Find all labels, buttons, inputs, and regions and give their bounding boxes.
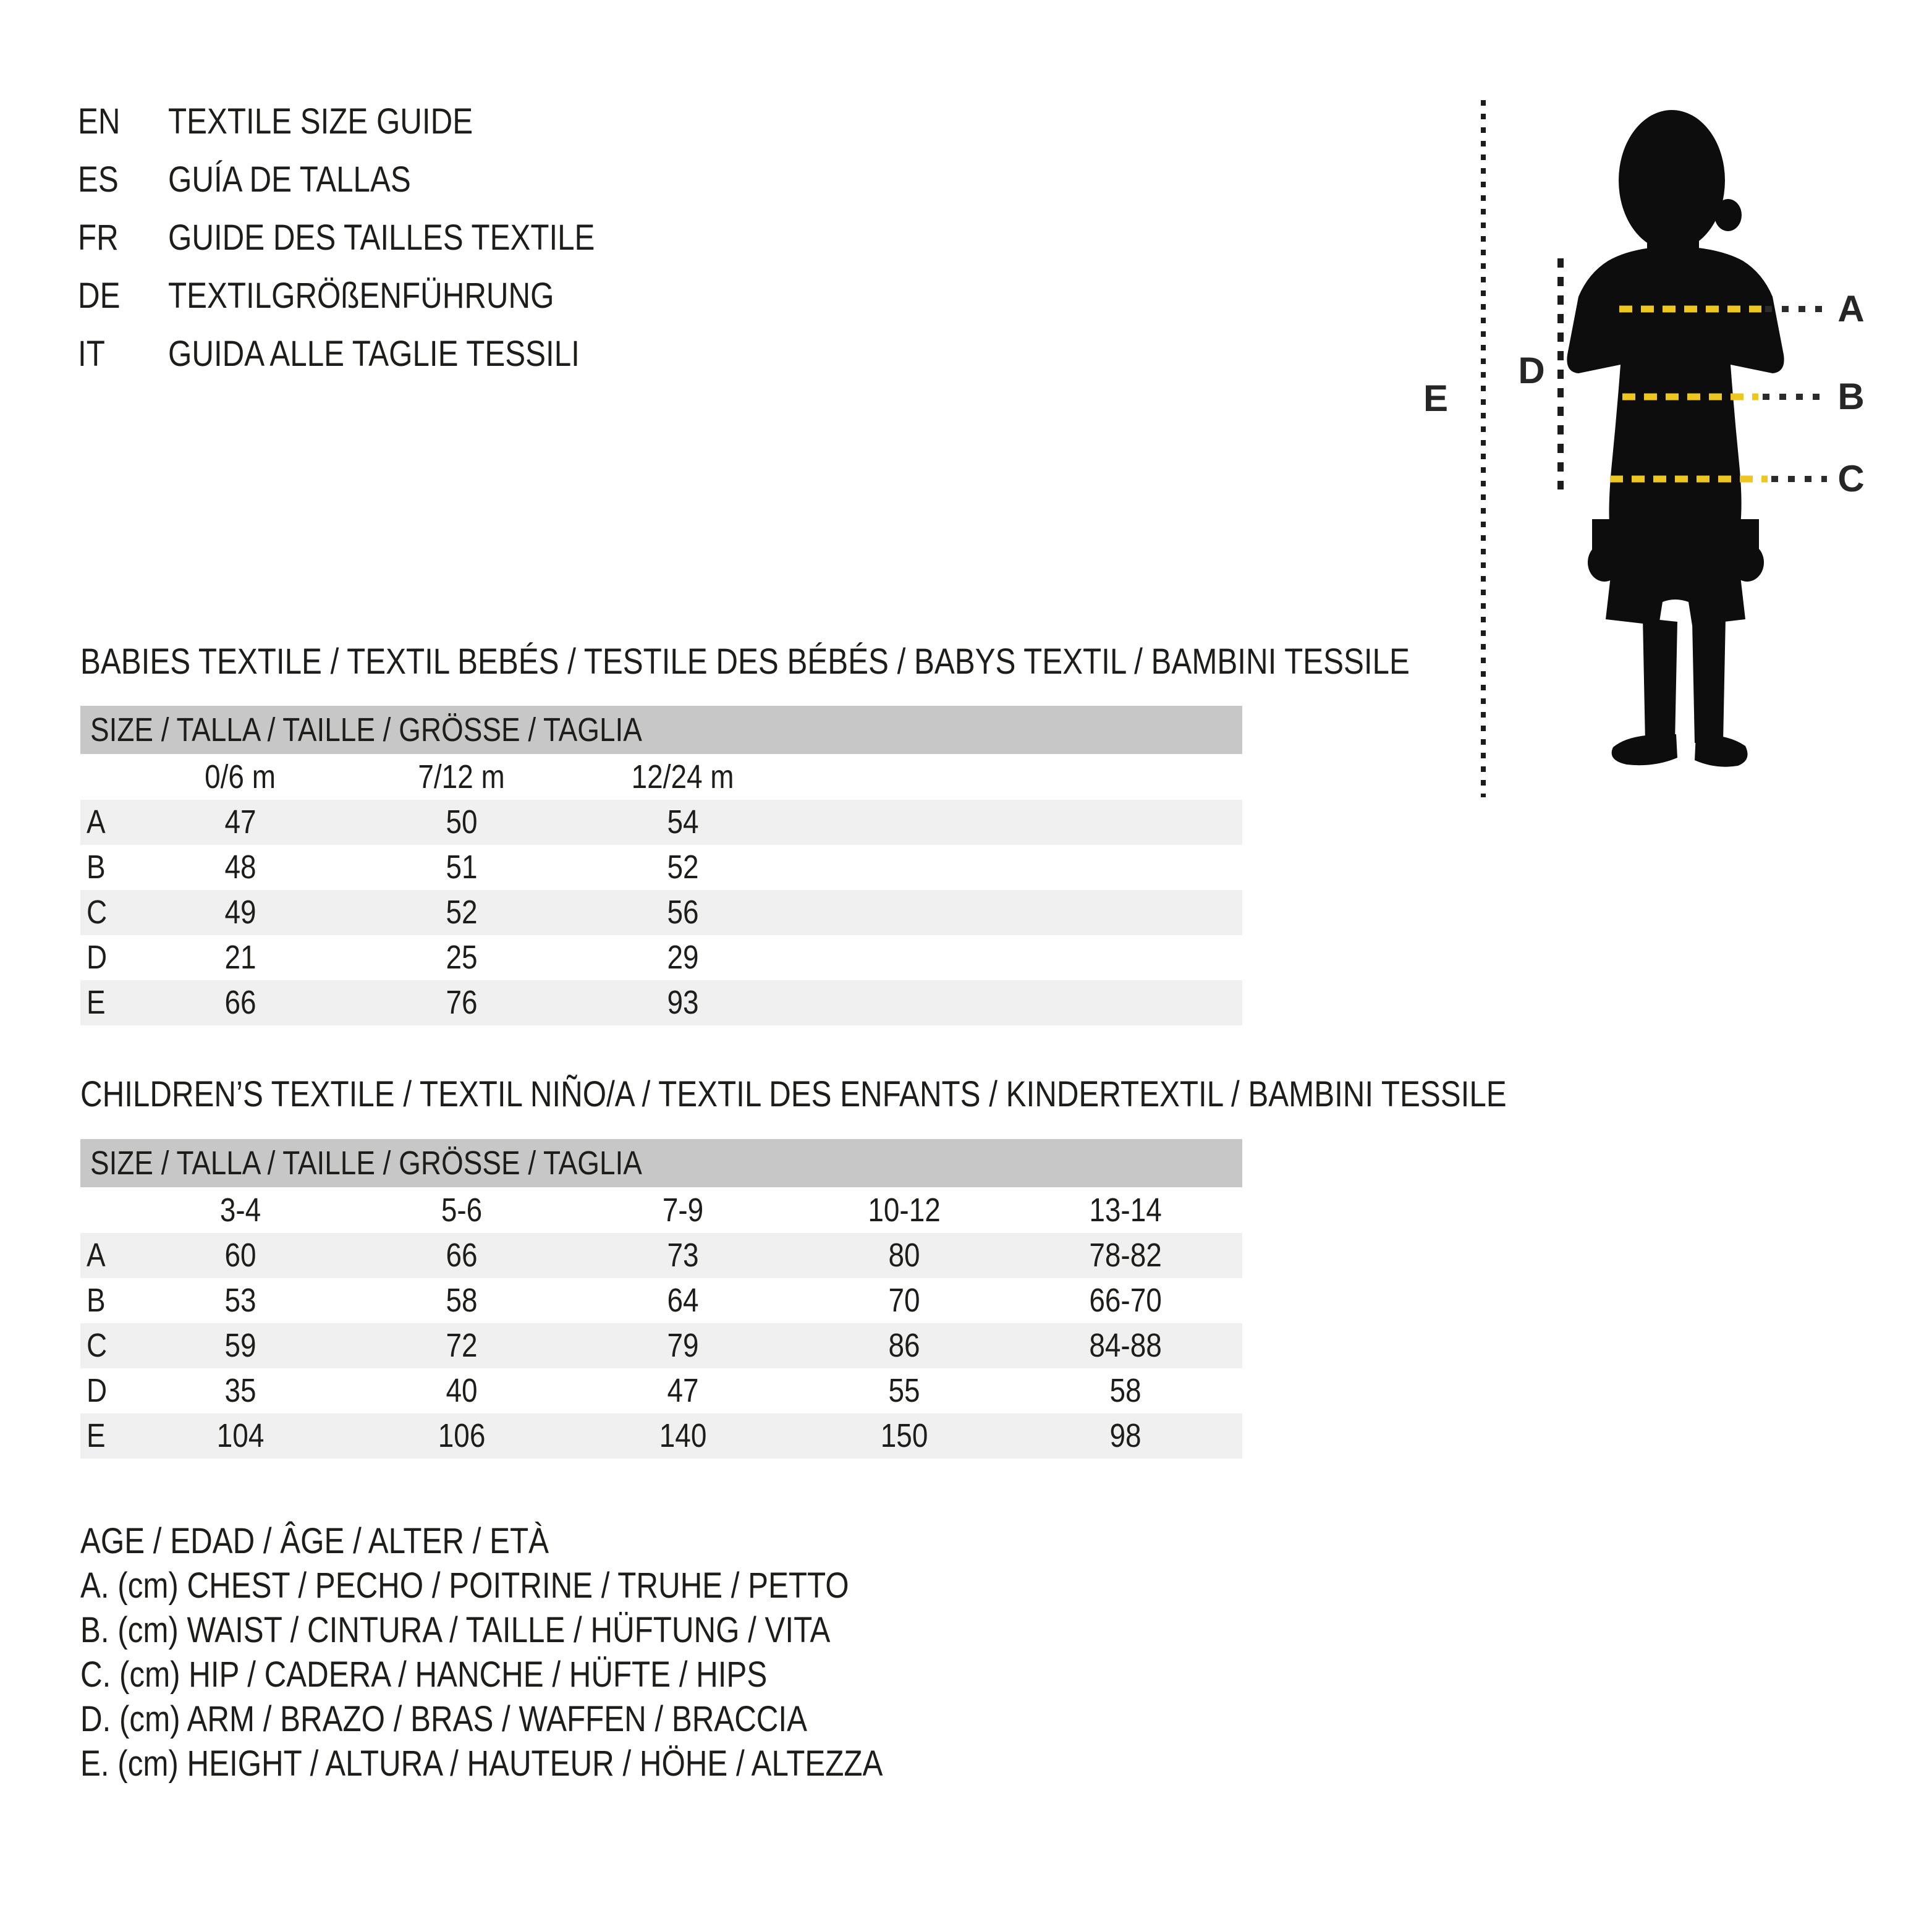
children-size-header-bar xyxy=(80,1139,1242,1187)
table-cell: 76 xyxy=(446,984,478,1021)
measurement-legend xyxy=(80,1519,1025,1786)
language-code: EN xyxy=(78,101,121,142)
table-cell: 52 xyxy=(446,894,478,931)
table-cell: 58 xyxy=(1109,1372,1142,1409)
children-column-header: 5-6 xyxy=(441,1192,483,1229)
table-cell: 54 xyxy=(667,803,699,841)
table-row xyxy=(80,1233,1242,1278)
table-cell: 79 xyxy=(667,1327,699,1364)
left-shoe xyxy=(1612,734,1677,765)
language-code: IT xyxy=(78,334,105,374)
children-column-header: 3-4 xyxy=(219,1192,261,1229)
table-row xyxy=(80,845,1242,890)
children-column-header: 13-14 xyxy=(1089,1192,1162,1229)
table-cell: 140 xyxy=(659,1417,707,1454)
table-cell: 66-70 xyxy=(1089,1282,1162,1319)
language-row xyxy=(78,93,670,151)
table-cell: 150 xyxy=(880,1417,928,1454)
legend-line-age: AGE / EDAD / ÂGE / ALTER / ETÀ xyxy=(80,1521,549,1561)
table-cell: 93 xyxy=(667,984,699,1021)
language-title: GUIDA ALLE TAGLIE TESSILI xyxy=(168,334,580,374)
language-title: GUIDE DES TAILLES TEXTILE xyxy=(168,218,595,258)
table-cell: 70 xyxy=(888,1282,920,1319)
right-leg xyxy=(1692,618,1726,743)
table-cell: 104 xyxy=(216,1417,265,1454)
table-cell: 66 xyxy=(446,1237,478,1274)
table-cell: 35 xyxy=(224,1372,256,1409)
table-cell: 52 xyxy=(667,849,699,886)
table-cell: 106 xyxy=(438,1417,486,1454)
table-row xyxy=(80,890,1242,935)
table-row xyxy=(80,1323,1242,1368)
table-row xyxy=(80,1413,1242,1459)
language-title: TEXTILE SIZE GUIDE xyxy=(168,101,473,142)
table-row xyxy=(80,1368,1242,1413)
children-column-header-row xyxy=(80,1187,1242,1233)
babies-column-header: 12/24 m xyxy=(632,758,734,795)
language-list xyxy=(78,93,670,383)
table-cell: 84-88 xyxy=(1089,1327,1162,1364)
babies-column-header: 7/12 m xyxy=(418,758,506,795)
table-cell: 72 xyxy=(446,1327,478,1364)
legend-line-hip: C. (cm) HIP / CADERA / HANCHE / HÜFTE / HIPS xyxy=(80,1654,768,1695)
ear xyxy=(1714,199,1742,231)
right-shoe xyxy=(1695,734,1748,767)
table-cell: 53 xyxy=(224,1282,256,1319)
language-title: GUÍA DE TALLAS xyxy=(168,159,411,200)
language-row xyxy=(78,209,670,267)
table-cell: 64 xyxy=(667,1282,699,1319)
arm-label-d: D xyxy=(1518,350,1545,391)
children-column-header: 7-9 xyxy=(662,1192,704,1229)
language-row xyxy=(78,151,670,209)
babies-column-header-row xyxy=(80,754,1242,800)
row-label: D xyxy=(87,939,108,976)
table-row xyxy=(80,980,1242,1025)
row-label: B xyxy=(87,1282,106,1319)
height-label-e: E xyxy=(1423,378,1449,419)
child-silhouette-diagram xyxy=(1446,93,1879,810)
children-section-heading xyxy=(80,1075,1758,1114)
row-label: B xyxy=(87,849,106,886)
children-size-table xyxy=(80,1187,1242,1459)
table-cell: 47 xyxy=(667,1372,699,1409)
row-label: D xyxy=(87,1372,108,1409)
table-cell: 29 xyxy=(667,939,699,976)
table-cell: 60 xyxy=(224,1237,256,1274)
table-cell: 21 xyxy=(224,939,256,976)
hip-label-c: C xyxy=(1837,458,1865,499)
row-label: E xyxy=(87,1417,106,1454)
table-cell: 86 xyxy=(888,1327,920,1364)
legend-line-height: E. (cm) HEIGHT / ALTURA / HAUTEUR / HÖHE / ALTEZZA xyxy=(80,1743,883,1784)
table-cell: 49 xyxy=(224,894,256,931)
language-title: TEXTILGRÖßENFÜHRUNG xyxy=(168,276,554,316)
table-cell: 66 xyxy=(224,984,256,1021)
table-cell: 56 xyxy=(667,894,699,931)
babies-column-header: 0/6 m xyxy=(205,758,276,795)
row-label: A xyxy=(87,1237,106,1274)
chest-label-a: A xyxy=(1837,288,1865,329)
table-row xyxy=(80,935,1242,980)
row-label: A xyxy=(87,803,106,841)
row-label: C xyxy=(87,894,108,931)
table-cell: 25 xyxy=(446,939,478,976)
babies-section-heading xyxy=(80,643,1644,681)
shorts xyxy=(1606,544,1745,625)
table-cell: 47 xyxy=(224,803,256,841)
table-cell: 73 xyxy=(667,1237,699,1274)
babies-size-table xyxy=(80,754,1242,1025)
language-code: FR xyxy=(78,218,119,258)
table-row xyxy=(80,800,1242,845)
language-row xyxy=(78,325,670,383)
table-cell: 51 xyxy=(446,849,478,886)
waist-label-b: B xyxy=(1837,376,1865,417)
babies-heading-text: BABIES TEXTILE / TEXTIL BEBÉS / TESTILE DES BÉBÉS / BABYS TEXTIL / BAMBINI TESSILE xyxy=(80,642,1410,682)
legend-line-arm: D. (cm) ARM / BRAZO / BRAS / WAFFEN / BRACCIA xyxy=(80,1699,807,1739)
language-code: DE xyxy=(78,276,121,316)
legend-line-chest: A. (cm) CHEST / PECHO / POITRINE / TRUHE / PETTO xyxy=(80,1566,849,1606)
children-heading-text: CHILDREN’S TEXTILE / TEXTIL NIÑO/A / TEXTIL DES ENFANTS / KINDERTEXTIL / BAMBINI TESSILE xyxy=(80,1074,1507,1114)
legend-line-waist: B. (cm) WAIST / CINTURA / TAILLE / HÜFTUNG / VITA xyxy=(80,1610,831,1650)
table-cell: 98 xyxy=(1109,1417,1142,1454)
table-cell: 50 xyxy=(446,803,478,841)
children-column-header: 10-12 xyxy=(868,1192,941,1229)
table-cell: 80 xyxy=(888,1237,920,1274)
table-cell: 55 xyxy=(888,1372,920,1409)
table-cell: 58 xyxy=(446,1282,478,1319)
language-row xyxy=(78,267,670,325)
table-cell: 59 xyxy=(224,1327,256,1364)
row-label: C xyxy=(87,1327,108,1364)
row-label: E xyxy=(87,984,106,1021)
left-leg xyxy=(1643,618,1677,743)
babies-size-header-bar xyxy=(80,706,1242,754)
table-cell: 40 xyxy=(446,1372,478,1409)
table-cell: 48 xyxy=(224,849,256,886)
table-row xyxy=(80,1278,1242,1323)
table-cell: 78-82 xyxy=(1089,1237,1162,1274)
children-size-header-text: SIZE / TALLA / TAILLE / GRÖSSE / TAGLIA xyxy=(90,1145,642,1182)
language-code: ES xyxy=(78,159,119,200)
babies-size-header-text: SIZE / TALLA / TAILLE / GRÖSSE / TAGLIA xyxy=(90,711,642,748)
